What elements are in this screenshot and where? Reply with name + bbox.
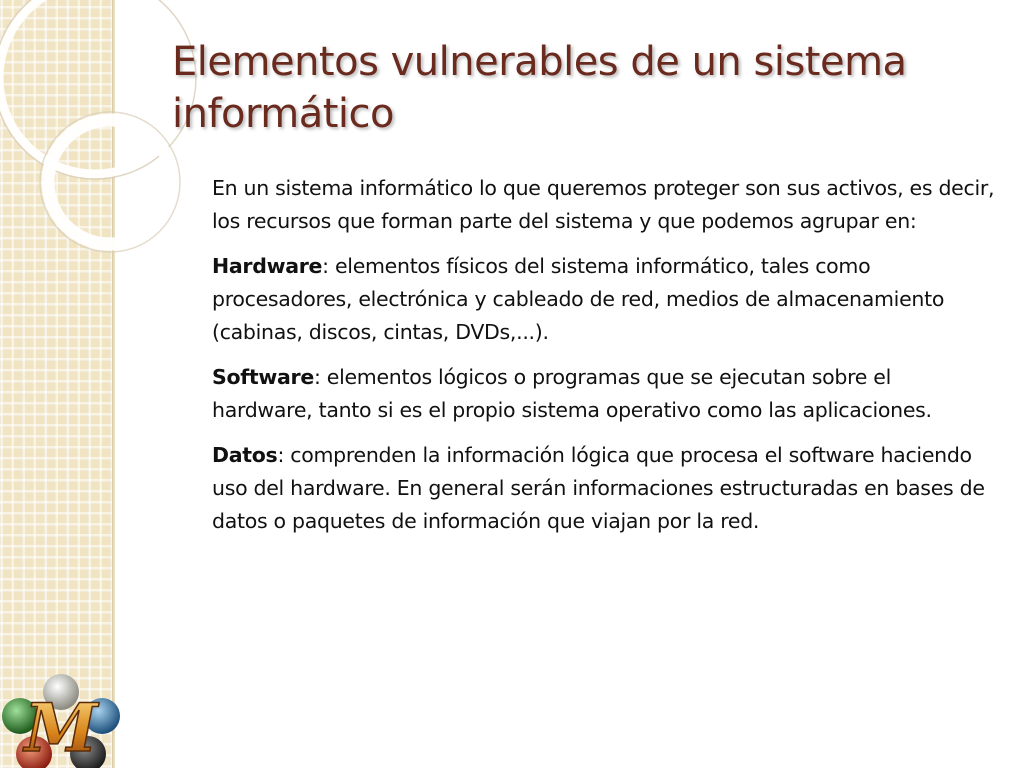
hardware-term: Hardware bbox=[212, 254, 323, 278]
software-text: : elementos lógicos o programas que se ejecutan sobre el hardware, tanto si es el propio sistema operativo como las aplicaciones. bbox=[212, 365, 932, 422]
slide-body bbox=[212, 172, 997, 550]
datos-term: Datos bbox=[212, 443, 278, 467]
emblem-letter: M bbox=[24, 689, 98, 767]
hardware-text: : elementos físicos del sistema informático, tales como procesadores, electrónica y cableado de red, medios de almacenamiento (cabinas, discos, cintas, DVDs,...). bbox=[212, 254, 945, 344]
decorative-circle-small bbox=[48, 120, 172, 244]
intro-paragraph: En un sistema informático lo que queremos proteger son sus activos, es decir, los recursos que forman parte del sistema y que podemos agrupar en: bbox=[212, 176, 995, 233]
decorative-circles bbox=[0, 0, 200, 300]
decorative-circle-small-shadow bbox=[40, 112, 180, 252]
datos-text: : comprenden la información lógica que procesa el software haciendo uso del hardware. En general serán informaciones estructuradas en bases de datos o paquetes de información que viajan por la red. bbox=[212, 443, 985, 533]
hardware-paragraph bbox=[212, 250, 997, 349]
magic-m-emblem-icon bbox=[0, 672, 122, 768]
software-paragraph bbox=[212, 361, 997, 427]
datos-paragraph bbox=[212, 439, 997, 538]
slide-title: Elementos vulnerables de un sistema informático bbox=[172, 39, 907, 137]
software-term: Software bbox=[212, 365, 314, 389]
